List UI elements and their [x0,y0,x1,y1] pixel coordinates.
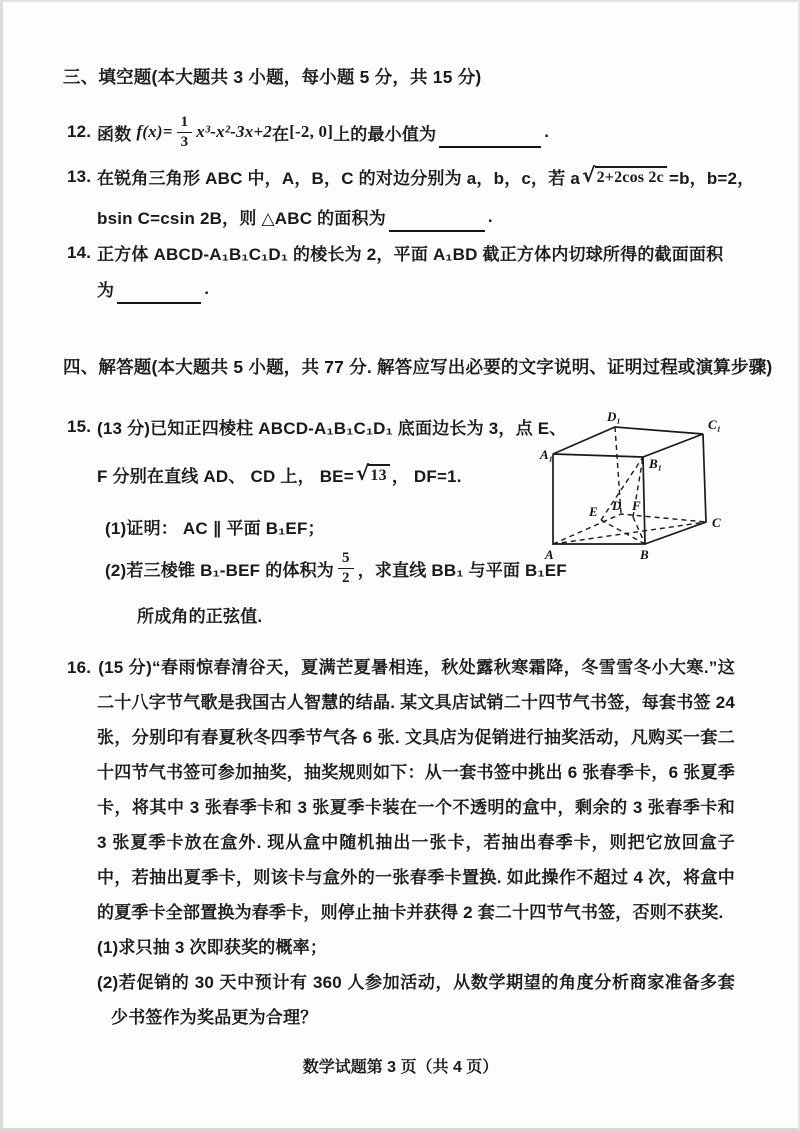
question-16-part-2: (2)若促销的 30 天中预计有 360 人参加活动，从数学期望的角度分析商家准备多套少书签作为奖品更为合理？ [97,973,735,1027]
q15-line2-post: ， DF=1. [391,467,462,486]
q14-answer-blank [117,285,201,304]
vertex-label-F: F [632,498,641,513]
q13-period: . [487,206,493,226]
question-15-part-2-cont [137,602,262,627]
q15-fraction [338,550,354,586]
vertex-label-C1: C₁ [708,417,722,432]
q15-radical [355,461,390,485]
question-14-line-2 [97,276,209,301]
q15-part2-cont: 所成角的正弦值. [137,607,263,626]
prism-drawing [539,406,779,576]
vertex-label-B: B [640,547,649,562]
q15-line1: (13 分)已知正四棱柱 ABCD-A₁B₁C₁D₁ 底面边长为 3，点 E、 [97,419,567,438]
q15-radicand: 13 [368,464,389,485]
vertex-label-E: E [589,504,598,519]
q12-fraction [177,114,193,150]
q15-line2-pre: F 分别在直线 AD、 CD 上， BE= [97,467,354,486]
question-15-number: 15. [67,416,92,436]
question-15-part-1 [105,514,325,539]
question-12 [67,114,549,150]
vertex-label-B1: B₁ [649,456,663,471]
vertex-label-A1: A₁ [540,447,554,462]
vertex-label-C: C [712,515,721,530]
q15-prism-figure [539,406,779,576]
q12-polynomial: x³-x²-3x+2 [196,122,272,141]
section-fill-in-heading: 三、填空题(本大题共 3 小题，每小题 5 分，共 15 分) [63,67,482,87]
q15-part2-post: ，求直线 BB₁ 与平面 B₁EF [357,560,567,580]
section-solve-heading: 四、解答题(本大题共 5 小题，共 77 分. 解答应写出必要的文字说明、证明过程或演算步骤) [63,357,773,377]
q12-fx: f(x)= [136,122,173,141]
radical-sign: √ [355,461,370,485]
vertex-label-D: D [612,498,622,513]
q14-line1: 正方体 ABCD-A₁B₁C₁D₁ 的棱长为 2，平面 A₁BD 截正方体内切球所得的截面面积 [97,245,724,264]
q12-fraction-denominator: 3 [180,133,189,150]
solid-edges [553,427,706,544]
q12-fraction-numerator: 1 [177,114,193,133]
q13-line1-pre: 在锐角三角形 ABC 中，A，B，C 的对边分别为 a，b，c，若 a [97,169,581,188]
q13-radical [582,163,667,187]
q12-lead: 函数 [97,124,132,144]
question-16-part-1: (1)求只抽 3 次即获奖的概率； [97,938,328,957]
question-13-line-2 [97,204,493,229]
q15-fraction-numerator: 5 [338,550,354,569]
question-15-part-2 [105,550,567,586]
question-16-number: 16. [67,658,92,677]
q13-line1-post: =b，b=2， [668,169,755,188]
q12-period: . [544,122,550,141]
q12-mid: 在 [271,124,290,144]
question-16-body [67,650,735,930]
question-13-number: 13. [67,166,92,186]
page-footer: 数学试题第 3 页（共 4 页） [302,1059,499,1076]
q16-body-text: (15 分)“春雨惊春清谷天，夏满芒夏暑相连，秋处露秋寒霜降，冬雪雪冬小大寒.”这二十八字节气歌是我国古人智慧的结晶. 某文具店试销二十四节气书签，每套书签 24 张，分别印有春夏秋冬四季节气各 6 张. 文具店为促销进行抽奖活动，凡购买一套二十四节气书签可参加抽奖，抽奖规则如下：从一套书签中挑出 6 张春季卡，6 张夏季卡，将其中 3 张春季卡和 3 张夏季卡装在一个不透明的盒中，剩余的 3 张春季卡和 3 张夏季卡放在盒外. 现从盒中随机抽出一张卡，若抽出春季卡，则把它放回盒子中，若抽出夏季卡，则该卡与盒外的一张春季卡置换. 如此操作不超过 4 次，将盒中的夏季卡全部置换为春季卡，则停止抽卡并获得 2 套二十四节气书签，否则不获奖. [97,658,735,922]
q15-fraction-denominator: 2 [342,569,350,586]
question-15-line-2 [97,462,462,487]
q13-radicand: 2+2cos 2c [595,166,667,187]
q12-interval: [-2, 0] [289,122,334,141]
radical-sign: √ [582,163,596,187]
q12-answer-blank [439,129,541,148]
question-14-line-1 [67,240,723,265]
q15-part2-pre: (2)若三棱锥 B₁-BEF 的体积为 [105,560,334,580]
question-16 [67,650,735,1035]
q14-period: . [204,278,210,298]
question-12-number: 12. [67,122,92,141]
question-15-line-1 [67,414,566,439]
q14-line2-pre: 为 [97,281,115,300]
q15-part1: (1)证明： AC ∥ 平面 B₁EF； [105,519,325,538]
vertex-label-D1: D₁ [607,409,621,424]
vertex-label-A: A [545,547,554,562]
q13-line2: bsin C=csin 2B，则 △ABC 的面积为 [97,209,386,228]
question-13-line-1 [67,164,754,189]
q12-tail: 上的最小值为 [333,124,437,144]
question-14-number: 14. [67,242,92,262]
q13-answer-blank [389,213,485,232]
